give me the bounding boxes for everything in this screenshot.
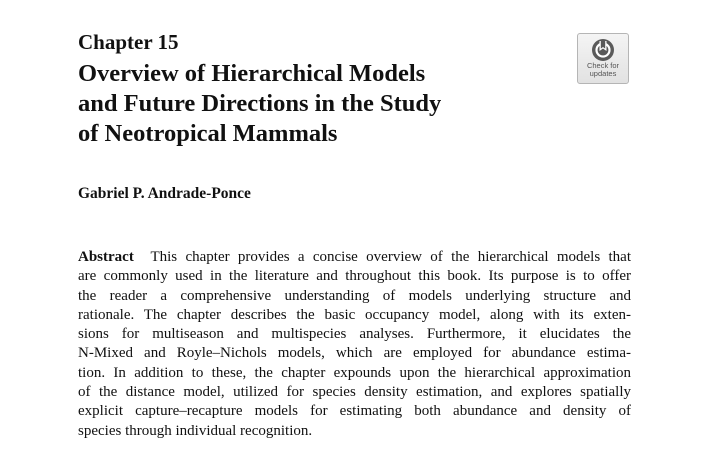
abstract-heading: Abstract <box>78 249 134 265</box>
author-name: Gabriel P. Andrade-Ponce <box>78 185 251 202</box>
abstract-line: species through individual recognition. <box>78 422 313 439</box>
badge-text-line-1: Check for <box>586 61 620 70</box>
abstract-line: explicit capture–recapture models for estimating both abundance and density of <box>78 403 631 420</box>
chapter-number: Chapter 15 <box>78 30 179 54</box>
abstract-line <box>78 248 631 267</box>
abstract-line: tion. In addition to these, the chapter expounds upon the hierarchical approximation <box>78 364 631 381</box>
chapter-title-line: and Future Directions in the Study <box>78 90 442 117</box>
abstract-line: N-Mixed and Royle–Nichols models, which are employed for abundance estima- <box>78 345 631 362</box>
chapter-title <box>78 59 558 149</box>
abstract-line: are commonly used in the literature and throughout this book. Its purpose is to offer <box>78 268 631 285</box>
check-for-updates-badge[interactable] <box>577 33 629 84</box>
abstract <box>78 248 631 441</box>
bookmark-ring-icon <box>591 38 615 62</box>
abstract-line: the reader a comprehensive understanding of models underlying structure and <box>78 287 631 304</box>
chapter-title-line: Overview of Hierarchical Models <box>78 60 426 87</box>
abstract-line: rationale. The chapter describes the basic occupancy model, along with its exten- <box>78 306 631 323</box>
badge-text-line-2: updates <box>589 69 617 78</box>
abstract-line: sions for multiseason and multispecies analyses. Furthermore, it elucidates the <box>78 326 631 343</box>
chapter-title-line: of Neotropical Mammals <box>78 120 338 147</box>
abstract-line: of the distance model, utilized for species density estimation, and explores spatially <box>78 384 631 401</box>
abstract-first-line-text: This chapter provides a concise overview of the hierarchical models that <box>150 249 631 265</box>
